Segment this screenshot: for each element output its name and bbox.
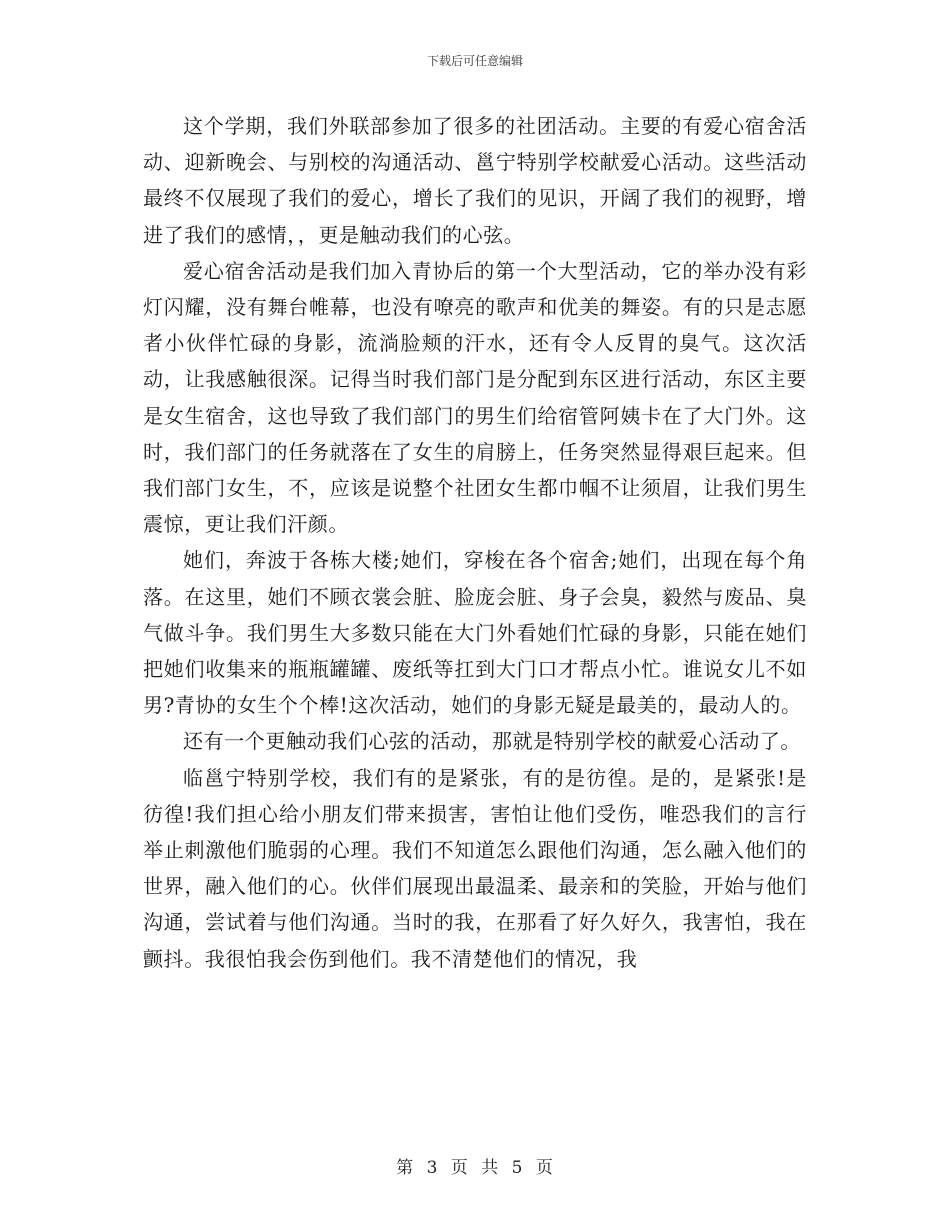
page-header: 下载后可任意编辑 xyxy=(426,54,523,68)
paragraph-1: 这个学期，我们外联部参加了很多的社团活动。主要的有爱心宿舍活动、迎新晚会、与别校的沟通活动、邕宁特别学校献爱心活动。这些活动最终不仅展现了我们的爱心，增长了我们的见识，开阔了我们的视野，增进了我们的感情，，更是触动我们的心弦。 xyxy=(143,114,807,247)
paragraph-5: 临邕宁特别学校，我们有的是紧张，有的是彷徨。是的，是紧张!是彷徨!我们担心给小朋友们带来损害，害怕让他们受伤，唯恐我们的言行举止刺激他们脆弱的心理。我们不知道怎么跟他们沟通，怎么融入他们的世界，融入他们的心。伙伴们展现出最温柔、最亲和的笑脸，开始与他们沟通，尝试着与他们沟通。当时的我，在那看了好久好久，我害怕，我在颤抖。我很怕我会伤到他们。我不清楚他们的情况，我 xyxy=(143,765,807,971)
paragraph-4: 还有一个更触动我们心弦的活动，那就是特别学校的献爱心活动了。 xyxy=(183,729,801,754)
page-number-footer: 第 3 页 共 5 页 xyxy=(396,1158,554,1178)
paragraph-3: 她们，奔波于各栋大楼;她们，穿梭在各个宿舍;她们，出现在每个角落。在这里，她们不顾衣裳会脏、脸庞会脏、身子会臭，毅然与废品、臭气做斗争。我们男生大多数只能在大门外看她们忙碌的身影，只能在她们把她们收集来的瓶瓶罐罐、废纸等扛到大门口才帮点小忙。谁说女儿不如男?青协的女生个个棒!这次活动，她们的身影无疑是最美的，最动人的。 xyxy=(143,548,807,718)
paragraph-2: 爱心宿舍活动是我们加入青协后的第一个大型活动，它的举办没有彩灯闪耀，没有舞台帷幕，也没有嘹亮的歌声和优美的舞姿。有的只是志愿者小伙伴忙碌的身影，流淌脸颊的汗水，还有令人反胃的臭气。这次活动，让我感触很深。记得当时我们部门是分配到东区进行活动，东区主要是女生宿舍，这也导致了我们部门的男生们给宿管阿姨卡在了大门外。这时，我们部门的任务就落在了女生的肩膀上，任务突然显得艰巨起来。但我们部门女生，不，应该是说整个社团女生都巾帼不让须眉，让我们男生震惊，更让我们汗颜。 xyxy=(143,258,807,537)
document-body xyxy=(143,108,807,977)
